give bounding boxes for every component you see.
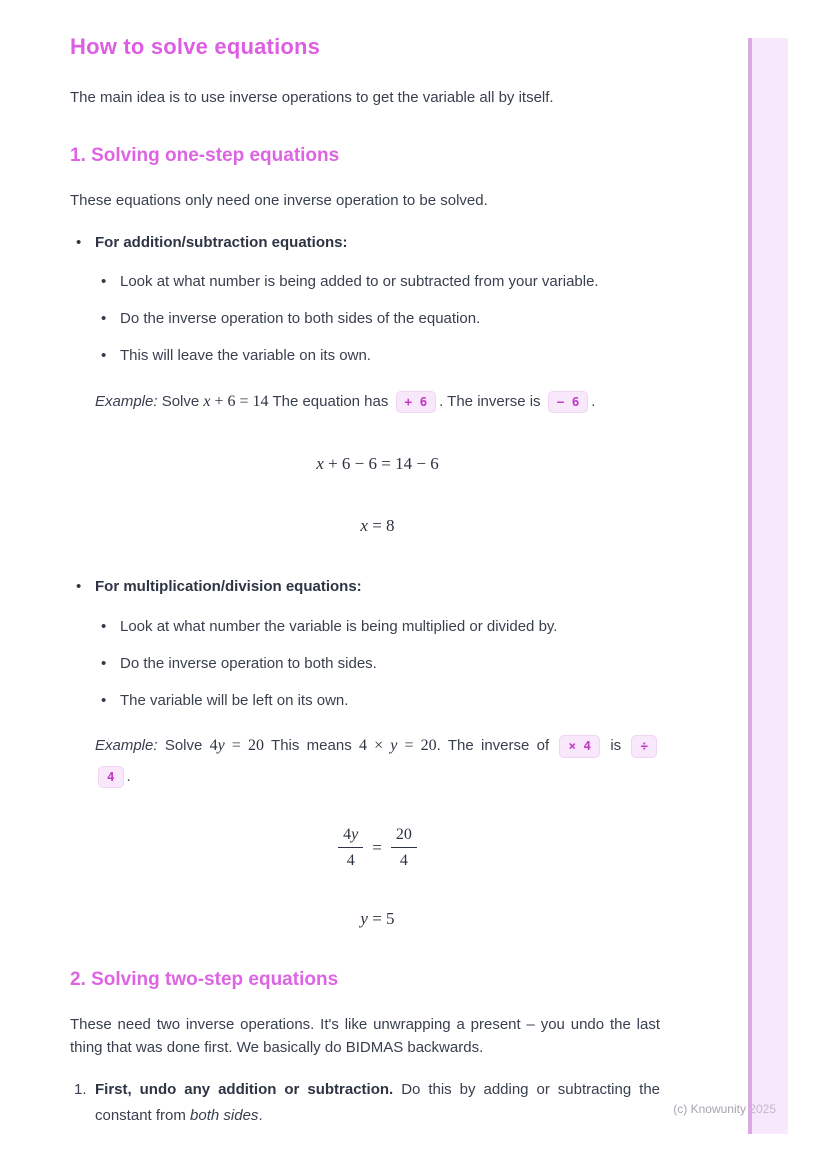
section-2-intro: These need two inverse operations. It's like unwrapping a present – you undo the last thing that was done first. We basically do BIDMAS backwards. <box>70 1015 660 1057</box>
display-equation-fraction <box>95 825 660 870</box>
list-item: • The variable will be left on its own. <box>95 689 660 712</box>
inline-math: 4 × y = 20 <box>359 737 437 755</box>
muldiv-example <box>95 732 660 789</box>
two-step-list <box>70 1077 660 1128</box>
step-bold-text: First, undo any addition or subtraction. <box>95 1081 394 1099</box>
addsub-example <box>95 388 660 415</box>
example-text: . The inverse is <box>439 392 545 410</box>
section-1-heading: 1. Solving one-step equations <box>70 145 340 167</box>
fraction-right: $\frac{20}{4}$ <box>391 825 417 870</box>
step-list-item <box>70 1077 660 1128</box>
operation-badge-divide-4: 4 <box>98 766 124 788</box>
step-text: Do this by adding or subtracting the constant from <box>95 1081 661 1124</box>
display-equation-2: x = 8 <box>360 516 395 536</box>
addsub-points <box>95 270 660 368</box>
display-equation-result: y = 5 <box>360 909 395 929</box>
list-item: • Look at what number is being added to or subtracted from your variable. <box>95 270 660 293</box>
example-text: Solve <box>157 392 204 410</box>
example-text: . The inverse of <box>436 737 557 755</box>
section-2-heading: 2. Solving two-step equations <box>70 968 339 990</box>
intro-paragraph: The main idea is to use inverse operations to get the variable all by itself. <box>70 89 554 106</box>
page-title: How to solve equations <box>70 34 321 59</box>
list-item: • This will leave the variable on its own. <box>95 344 660 367</box>
operation-badge-plus-6: + 6 <box>396 391 437 413</box>
document-page <box>70 34 660 1128</box>
example-text: . <box>126 767 131 785</box>
equals-sign: = <box>372 837 382 857</box>
operation-badge-divide: ÷ <box>631 735 657 757</box>
example-text: is <box>603 737 629 755</box>
example-text: . <box>591 392 596 410</box>
muldiv-label: For multiplication/division equations: <box>95 578 362 596</box>
addsub-label: For addition/subtraction equations: <box>95 233 348 251</box>
list-item: • Look at what number the variable is being multiplied or divided by. <box>95 615 660 638</box>
watermark: (c) Knowunity 2025 <box>673 1102 776 1116</box>
one-step-list <box>70 231 660 933</box>
step-number: 1. <box>74 1081 87 1099</box>
list-item: • Do the inverse operation to both sides. <box>95 652 660 675</box>
example-label: Example: <box>95 737 158 755</box>
example-label: Example: <box>95 392 158 410</box>
list-item-muldiv <box>70 575 660 932</box>
example-text: This means <box>264 737 359 755</box>
step-text: . <box>258 1106 263 1124</box>
operation-badge-minus-6: − 6 <box>548 391 589 413</box>
list-item: • Do the inverse operation to both sides of the equation. <box>95 307 660 330</box>
example-line-1 <box>95 732 660 759</box>
list-item-addsub <box>70 231 660 540</box>
section-1-intro: These equations only need one inverse operation to be solved. <box>70 192 488 210</box>
display-equation-1: x + 6 − 6 = 14 − 6 <box>316 453 439 473</box>
fraction-left: $\frac{4y}{4}$ <box>338 825 363 870</box>
side-highlight-bar <box>748 38 788 1134</box>
inline-math: 4y = 20 <box>209 737 265 755</box>
operation-badge-times-4: × 4 <box>559 735 600 757</box>
inline-math: x + 6 = 14 <box>203 392 269 410</box>
muldiv-points <box>95 615 660 713</box>
example-text: The equation has <box>268 392 393 410</box>
step-italic-text: both sides <box>190 1106 259 1124</box>
example-text: Solve <box>157 737 210 755</box>
example-line-2 <box>95 764 660 790</box>
